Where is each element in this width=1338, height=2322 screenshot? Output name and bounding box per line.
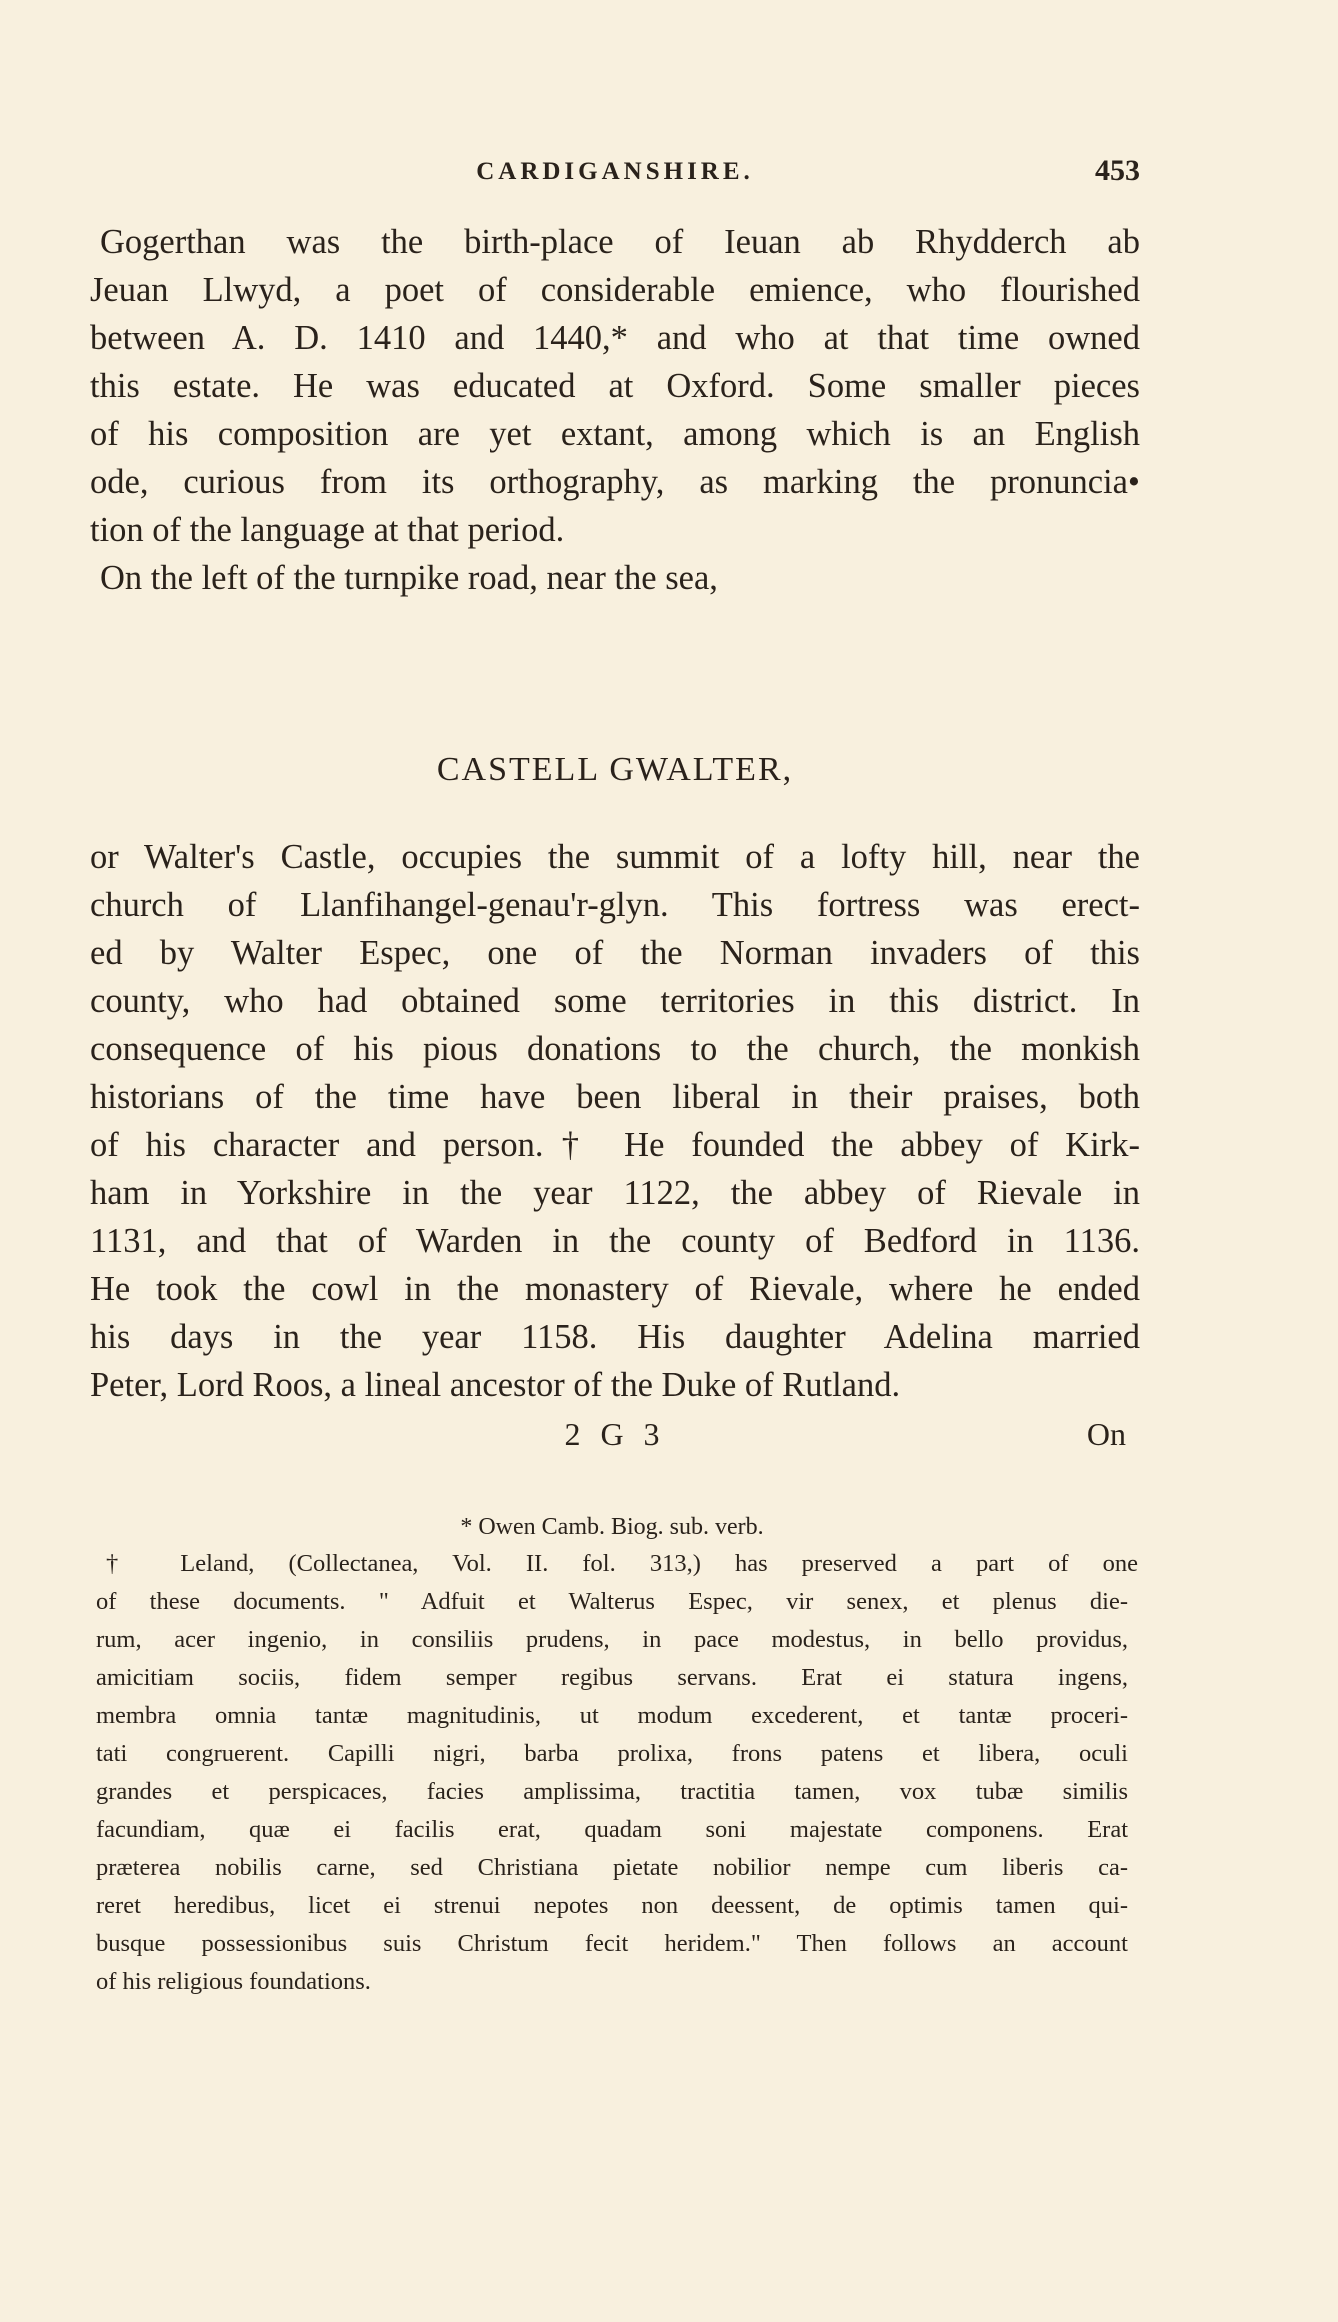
text-line: Peter, Lord Roos, a lineal ancestor of the Duke of Rutland. — [90, 1366, 901, 1404]
catchword: On — [1086, 1416, 1126, 1452]
footnote-line: membra omnia tantæ magnitudinis, ut modum excederent, et tantæ proceri- — [96, 1702, 1128, 1729]
text-line: of his composition are yet extant, among which is an English — [90, 415, 1140, 453]
text-line: between A. D. 1410 and 1440,* and who at that time owned — [90, 319, 1140, 357]
footnote-line: † Leland, (Collectanea, Vol. II. fol. 313,) has preserved a part of one — [106, 1550, 1138, 1577]
text-line: ham in Yorkshire in the year 1122, the abbey of Rievale in — [90, 1174, 1140, 1212]
footnote-line: præterea nobilis carne, sed Christiana pietate nobilior nempe cum liberis ca- — [96, 1854, 1128, 1881]
footnote-line: rum, acer ingenio, in consiliis prudens, in pace modestus, in bello providus, — [96, 1626, 1128, 1653]
footnote-owen: * Owen Camb. Biog. sub. verb. — [460, 1514, 764, 1540]
section-heading: CASTELL GWALTER, — [436, 751, 794, 788]
footnote-line: amicitiam sociis, fidem semper regibus servans. Erat ei statura ingens, — [96, 1664, 1128, 1691]
text-line: On the left of the turnpike road, near the sea, — [100, 559, 718, 597]
page-header — [90, 154, 1140, 198]
text-line: or Walter's Castle, occupies the summit of a lofty hill, near the — [90, 838, 1140, 876]
text-line: consequence of his pious donations to the church, the monkish — [90, 1030, 1140, 1068]
text-line: Jeuan Llwyd, a poet of considerable emience, who flourished — [90, 271, 1140, 309]
page-number: 453 — [1095, 154, 1140, 187]
text-line: county, who had obtained some territories in this district. In — [90, 982, 1140, 1020]
running-head: CARDIGANSHIRE. — [476, 158, 754, 185]
signature-mark: 2 G 3 — [564, 1416, 666, 1452]
footnote-line: reret heredibus, licet ei strenui nepotes non deessent, de optimis tamen qui- — [96, 1892, 1128, 1919]
text-line: Gogerthan was the birth-place of Ieuan ab Rhydderch ab — [100, 223, 1140, 261]
text-line: historians of the time have been liberal in their praises, both — [90, 1078, 1140, 1116]
text-line: church of Llanfihangel-genau'r-glyn. This fortress was erect- — [90, 886, 1140, 924]
text-line: 1131, and that of Warden in the county of Bedford in 1136. — [90, 1222, 1140, 1260]
footnote-line: busque possessionibus suis Christum fecit heridem." Then follows an account — [96, 1930, 1128, 1957]
text-line: this estate. He was educated at Oxford. Some smaller pieces — [90, 367, 1140, 405]
text-line: ode, curious from its orthography, as marking the pronuncia• — [90, 463, 1140, 501]
footnote-line: grandes et perspicaces, facies amplissima, tractitia tamen, vox tubæ similis — [96, 1778, 1128, 1805]
text-line: tion of the language at that period. — [90, 511, 565, 549]
text-line: of his character and person.† He founded the abbey of Kirk- — [90, 1126, 1140, 1164]
footnote-line: of his religious foundations. — [96, 1968, 371, 1995]
text-line: ed by Walter Espec, one of the Norman invaders of this — [90, 934, 1140, 972]
footnote-line: tati congruerent. Capilli nigri, barba prolixa, frons patens et libera, oculi — [96, 1740, 1128, 1767]
text-line: his days in the year 1158. His daughter Adelina married — [90, 1318, 1140, 1356]
footnote-line: of these documents. " Adfuit et Walterus Espec, vir senex, et plenus die- — [96, 1588, 1128, 1615]
footnote-line: facundiam, quæ ei facilis erat, quadam soni majestate componens. Erat — [96, 1816, 1128, 1843]
text-line: He took the cowl in the monastery of Rievale, where he ended — [90, 1270, 1140, 1308]
signature-line — [90, 1410, 1140, 1458]
